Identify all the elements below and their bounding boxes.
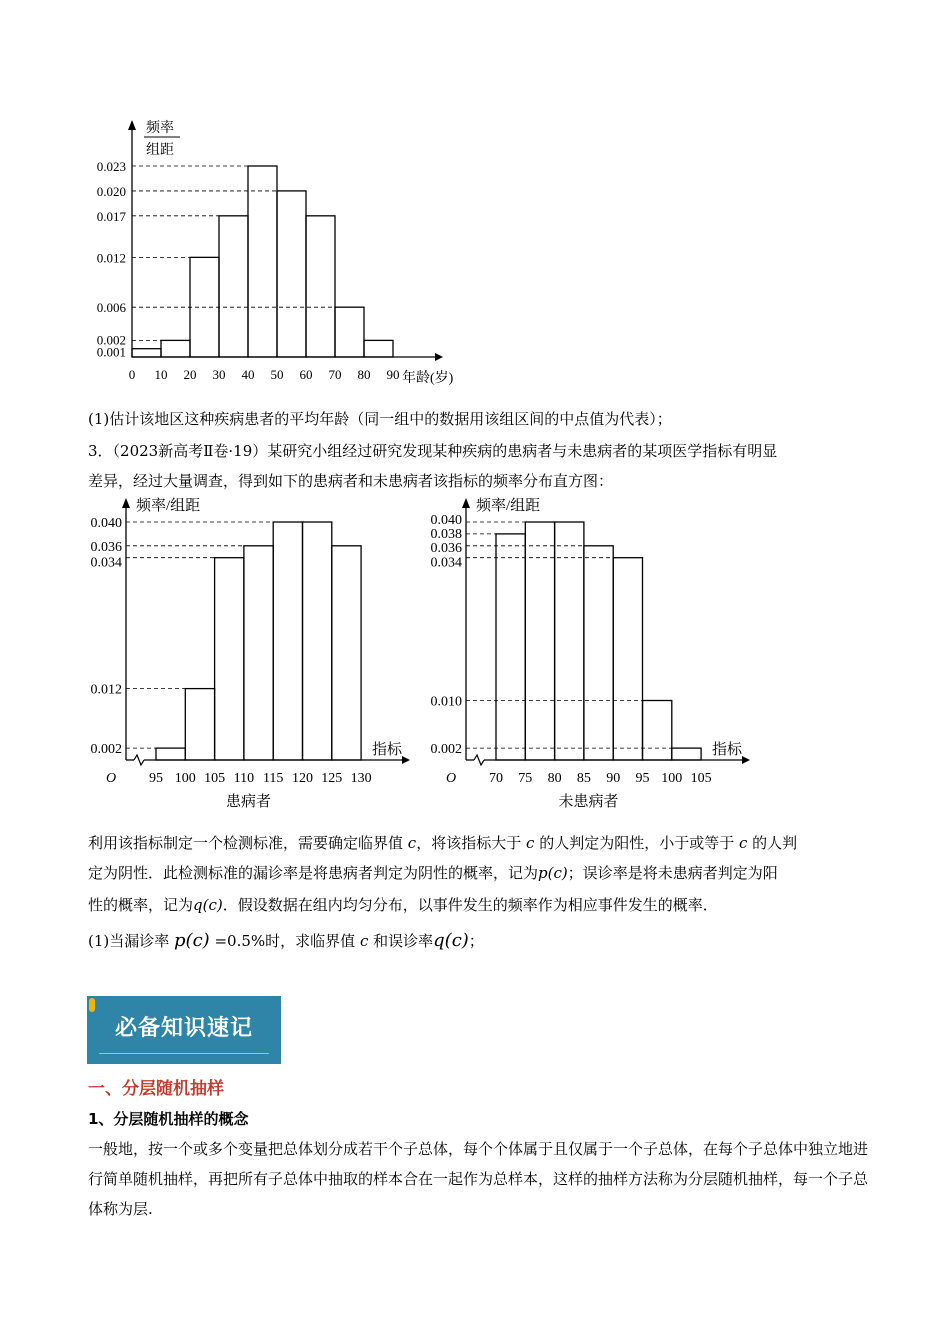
y-tick-label: 0.012 bbox=[90, 682, 122, 698]
x-tick-label: 110 bbox=[233, 771, 255, 786]
y-tick-label: 0.002 bbox=[90, 742, 122, 758]
x-tick-label: 90 bbox=[386, 367, 400, 382]
x-tick-label: 40 bbox=[241, 367, 255, 382]
sub-heading: 1、分层随机抽样的概念 bbox=[88, 1110, 249, 1128]
question-3-part-1: (1)当漏诊率 p(c) =0.5%时，求临界值 c 和误诊率q(c)； bbox=[88, 930, 484, 951]
histogram-bar bbox=[332, 546, 361, 760]
histogram-bar bbox=[584, 546, 613, 760]
axis-break-mark bbox=[474, 755, 484, 765]
y-tick-label: 0.036 bbox=[90, 539, 122, 555]
x-tick-label: 0 bbox=[128, 367, 136, 382]
y-tick-label: 0.040 bbox=[430, 513, 462, 528]
x-tick-label: 70 bbox=[328, 367, 342, 382]
origin-label: O bbox=[446, 771, 457, 786]
x-tick-label: 75 bbox=[518, 771, 533, 786]
banner-underline bbox=[99, 1053, 269, 1054]
y-axis-arrow bbox=[122, 498, 130, 508]
x-axis-label: 指标 bbox=[712, 742, 743, 758]
histogram-bar bbox=[185, 689, 214, 760]
x-tick-label: 90 bbox=[606, 771, 621, 786]
y-tick-label: 0.001 bbox=[96, 344, 126, 360]
chart-caption: 患病者 bbox=[226, 794, 272, 810]
question-3-intro-line-2: 差异，经过大量调查，得到如下的患病者和未患病者该指标的频率分布直方图： bbox=[88, 472, 614, 490]
x-axis-label: 年龄(岁) bbox=[402, 371, 454, 386]
y-tick-label: 0.002 bbox=[96, 332, 126, 348]
y-axis-label: 频率/组距 bbox=[476, 498, 541, 514]
x-tick-label: 100 bbox=[661, 771, 683, 786]
histogram-bar bbox=[613, 558, 642, 760]
histogram-bar bbox=[132, 349, 161, 357]
y-tick-label: 0.012 bbox=[96, 250, 126, 266]
chart-caption: 未患病者 bbox=[558, 794, 619, 810]
banner-title: 必备知识速记 bbox=[114, 1016, 253, 1041]
x-tick-label: 20 bbox=[183, 367, 197, 382]
y-tick-label: 0.034 bbox=[90, 555, 122, 571]
histogram-bar bbox=[496, 534, 525, 760]
x-tick-label: 130 bbox=[350, 771, 372, 786]
section-heading: 一、分层随机抽样 bbox=[88, 1079, 224, 1099]
y-tick-label: 0.040 bbox=[90, 516, 122, 531]
knowledge-banner bbox=[87, 996, 281, 1064]
y-tick-label: 0.034 bbox=[430, 555, 462, 571]
histogram-bar bbox=[303, 522, 332, 760]
x-tick-label: 95 bbox=[635, 771, 650, 786]
question-3-intro-line-1: 3．（2023新高考Ⅱ卷·19）某研究小组经过研究发现某种疾病的患病者与未患病者的某项医学指标有明显 bbox=[88, 442, 778, 460]
question-2-part-1: (1)估计该地区这种疾病患者的平均年龄（同一组中的数据用该组区间的中点值为代表）； bbox=[88, 410, 672, 428]
y-axis-arrow bbox=[128, 120, 136, 130]
x-tick-label: 105 bbox=[690, 771, 712, 786]
patients-histogram-chart bbox=[80, 492, 420, 822]
histogram-bar bbox=[219, 216, 248, 357]
histogram-bar bbox=[306, 216, 335, 357]
x-tick-label: 70 bbox=[489, 771, 503, 786]
x-tick-label: 50 bbox=[270, 367, 284, 382]
y-tick-label: 0.010 bbox=[430, 694, 462, 710]
histogram-bar bbox=[277, 191, 306, 357]
x-tick-label: 115 bbox=[262, 771, 284, 786]
histogram-bar bbox=[643, 701, 672, 761]
x-tick-label: 10 bbox=[154, 367, 168, 382]
y-tick-label: 0.006 bbox=[96, 300, 126, 316]
x-axis-arrow bbox=[435, 353, 443, 361]
histogram-bar bbox=[364, 340, 393, 357]
histogram-bar bbox=[248, 166, 277, 357]
x-tick-label: 85 bbox=[576, 771, 591, 786]
x-tick-label: 100 bbox=[174, 771, 196, 786]
criterion-paragraph-line-2: 定为阴性．此检测标准的漏诊率是将患病者判定为阴性的概率，记为p(c)；误诊率是将未患病者判定为阳 bbox=[88, 864, 778, 882]
x-tick-label: 95 bbox=[149, 771, 163, 786]
x-tick-label: 60 bbox=[299, 367, 313, 382]
histogram-bar bbox=[244, 546, 273, 760]
y-axis-label-top: 频率 bbox=[146, 121, 174, 136]
histogram-bar bbox=[672, 748, 701, 760]
x-tick-label: 105 bbox=[204, 771, 226, 786]
non-patients-histogram-chart bbox=[420, 492, 760, 822]
origin-label: O bbox=[106, 771, 117, 786]
y-axis-label-bottom: 组距 bbox=[146, 143, 174, 158]
axis-break-mark bbox=[134, 755, 144, 765]
histogram-bar bbox=[273, 522, 302, 760]
x-tick-label: 125 bbox=[321, 771, 343, 786]
x-axis-arrow bbox=[402, 756, 410, 764]
x-tick-label: 120 bbox=[292, 771, 313, 786]
body-paragraph: 一般地，按一个或多个变量把总体划分成若干个子总体，每个个体属于且仅属于一个子总体，在每个子总体中独立地进行简单随机抽样，再把所有子总体中抽取的样本合在一起作为总样本，这样的抽样方法称为分层随机抽样，每一个子总体称为层. bbox=[88, 1140, 869, 1218]
x-tick-label: 80 bbox=[357, 367, 371, 382]
y-tick-label: 0.023 bbox=[96, 159, 126, 174]
x-axis-arrow bbox=[742, 756, 750, 764]
y-tick-label: 0.038 bbox=[430, 526, 462, 542]
y-axis-label: 频率/组距 bbox=[136, 498, 201, 514]
histogram-bar bbox=[335, 307, 364, 357]
x-axis-label: 指标 bbox=[372, 742, 403, 758]
histogram-bar bbox=[215, 558, 244, 760]
histogram-bar bbox=[161, 340, 190, 357]
criterion-paragraph-line-1: 利用该指标制定一个检测标准，需要确定临界值 c，将该指标大于 c 的人判定为阳性，小于或等于 c 的人判 bbox=[88, 834, 798, 852]
histogram-bar bbox=[156, 748, 185, 760]
x-tick-label: 80 bbox=[547, 771, 562, 786]
y-tick-label: 0.020 bbox=[96, 183, 126, 199]
criterion-paragraph-line-3: 性的概率，记为q(c)．假设数据在组内均匀分布，以事件发生的频率作为相应事件发生的概率． bbox=[88, 896, 718, 914]
age-histogram-chart bbox=[80, 112, 480, 392]
y-tick-label: 0.017 bbox=[96, 208, 126, 224]
y-tick-label: 0.002 bbox=[430, 742, 462, 758]
y-axis-arrow bbox=[462, 498, 470, 508]
y-tick-label: 0.036 bbox=[430, 540, 462, 556]
x-tick-label: 30 bbox=[212, 367, 226, 382]
